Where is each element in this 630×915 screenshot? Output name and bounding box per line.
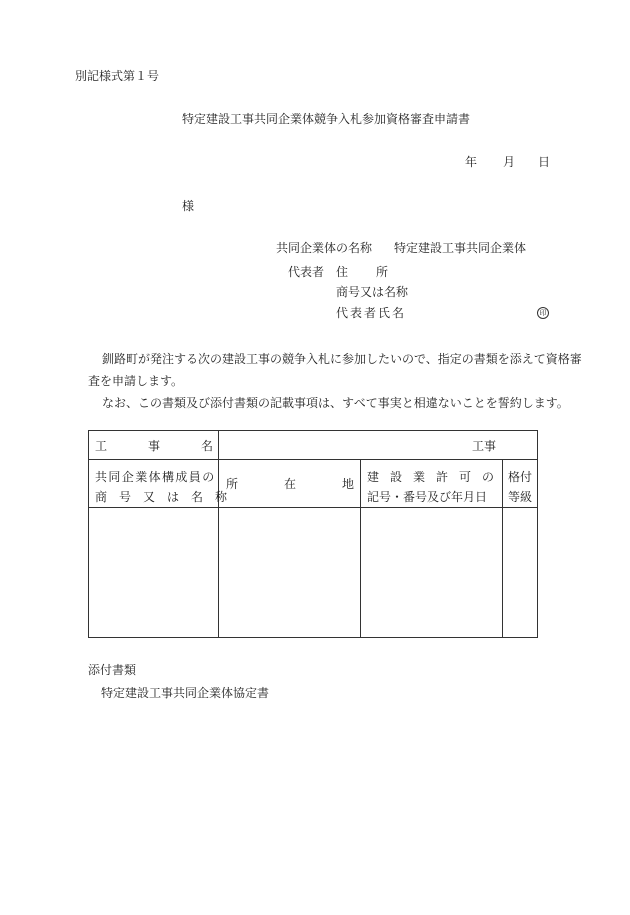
project-name-label-char: 名	[200, 439, 213, 453]
grade-header	[508, 467, 532, 507]
grade-header-line1: 格付	[508, 470, 533, 484]
jv-name-label: 共同企業体の名称	[276, 241, 373, 255]
location-header	[226, 478, 354, 490]
permit-header	[367, 467, 506, 507]
addressee-suffix: 様	[182, 199, 195, 213]
project-name-label	[95, 440, 213, 452]
declaration-text	[88, 348, 588, 414]
grade-header-line2: 等級	[508, 490, 533, 504]
representative-label: 代表者	[288, 265, 325, 279]
declaration-paragraph-1: 釧路町が発注する次の建設工事の競争入札に参加したいので、指定の書類を添えて資格審査を申請します。	[88, 352, 582, 388]
member-name-header-line2: 商号又は名称	[95, 490, 240, 504]
date-day-label: 日	[538, 155, 551, 169]
member-name-header	[95, 467, 240, 507]
form-number: 別記様式第１号	[75, 69, 160, 83]
representative-name-label: 代表者氏名	[336, 306, 407, 320]
project-name-label-char: 工	[95, 439, 108, 453]
date-year-label: 年	[465, 155, 478, 169]
trade-name-label: 商号又は名称	[336, 285, 409, 299]
table-rule	[89, 459, 537, 460]
table-column-rule	[502, 459, 503, 637]
table-rule	[89, 507, 537, 508]
address-label: 住所	[336, 265, 417, 279]
declaration-paragraph-2: なお、この書類及び添付書類の記載事項は、すべて事実と相違ないことを誓約します。	[102, 396, 569, 410]
location-header-char: 在	[283, 477, 296, 491]
jv-member-table	[88, 430, 538, 638]
attachment-item: 特定建設工事共同企業体協定書	[101, 686, 270, 700]
location-header-char: 地	[341, 477, 354, 491]
location-header-char: 所	[226, 477, 239, 491]
project-name-label-char: 事	[147, 439, 160, 453]
jv-name-value: 特定建設工事共同企業体	[394, 241, 527, 255]
permit-header-line1: 建設業許可の	[367, 470, 506, 484]
seal-mark-icon: 印	[537, 307, 549, 319]
member-name-header-line1: 共同企業体構成員の	[95, 470, 216, 484]
date-month-label: 月	[503, 155, 516, 169]
document-title: 特定建設工事共同企業体競争入札参加資格審査申請書	[182, 112, 471, 126]
project-name-suffix: 工事	[472, 439, 497, 453]
table-column-rule	[360, 459, 361, 637]
table-column-rule	[218, 431, 219, 637]
permit-header-line2: 記号・番号及び年月日	[367, 490, 488, 504]
attachments-title: 添付書類	[88, 663, 137, 677]
